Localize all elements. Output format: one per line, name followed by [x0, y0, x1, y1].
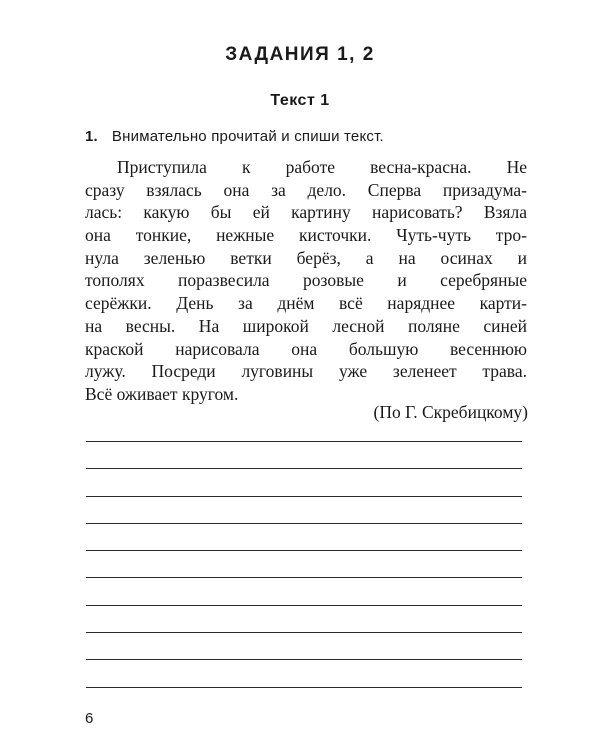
writing-line[interactable] — [86, 496, 522, 523]
writing-line[interactable] — [86, 632, 522, 659]
passage-line: краской нарисовала она большую весеннюю — [85, 338, 527, 359]
passage-line: лужу. Посреди луговины уже зеленеет трава. — [85, 361, 527, 382]
passage-line: серёжки. День за днём всё наряднее карти- — [85, 293, 527, 314]
text-author: (По Г. Скребицкому) — [373, 402, 528, 422]
writing-line[interactable] — [86, 577, 522, 604]
passage-line: Приступила к работе весна-красна. Не — [117, 157, 527, 177]
passage-line: нула зеленью ветки берёз, а на осинах и — [85, 247, 527, 268]
task-instruction — [85, 128, 384, 145]
page-title: ЗАДАНИЯ 1, 2 — [225, 44, 375, 65]
passage-text — [85, 156, 527, 406]
passage-line: на весны. На широкой лесной поляне синей — [85, 315, 527, 336]
passage-line: тополях поразвесила розовые и серебряные — [85, 270, 527, 291]
page-number: 6 — [85, 710, 94, 727]
writing-line[interactable] — [86, 550, 522, 577]
writing-line[interactable] — [86, 468, 522, 495]
passage-line: лась: какую бы ей картину нарисовать? Взяла — [85, 202, 527, 223]
writing-line[interactable] — [86, 523, 522, 550]
passage-line: сразу взялась она за дело. Сперва призадума- — [85, 179, 527, 200]
writing-line[interactable] — [86, 687, 522, 714]
writing-line[interactable] — [86, 659, 522, 686]
task-text: Внимательно прочитай и спиши текст. — [111, 128, 384, 145]
writing-line[interactable] — [86, 605, 522, 632]
task-number: 1. — [85, 128, 98, 145]
writing-area[interactable] — [86, 441, 522, 714]
passage-line: Всё оживает кругом. — [85, 383, 239, 404]
writing-line[interactable] — [86, 441, 522, 468]
passage-line: она тонкие, нежные кисточки. Чуть-чуть тро- — [85, 225, 527, 246]
text-title: Текст 1 — [270, 92, 330, 109]
